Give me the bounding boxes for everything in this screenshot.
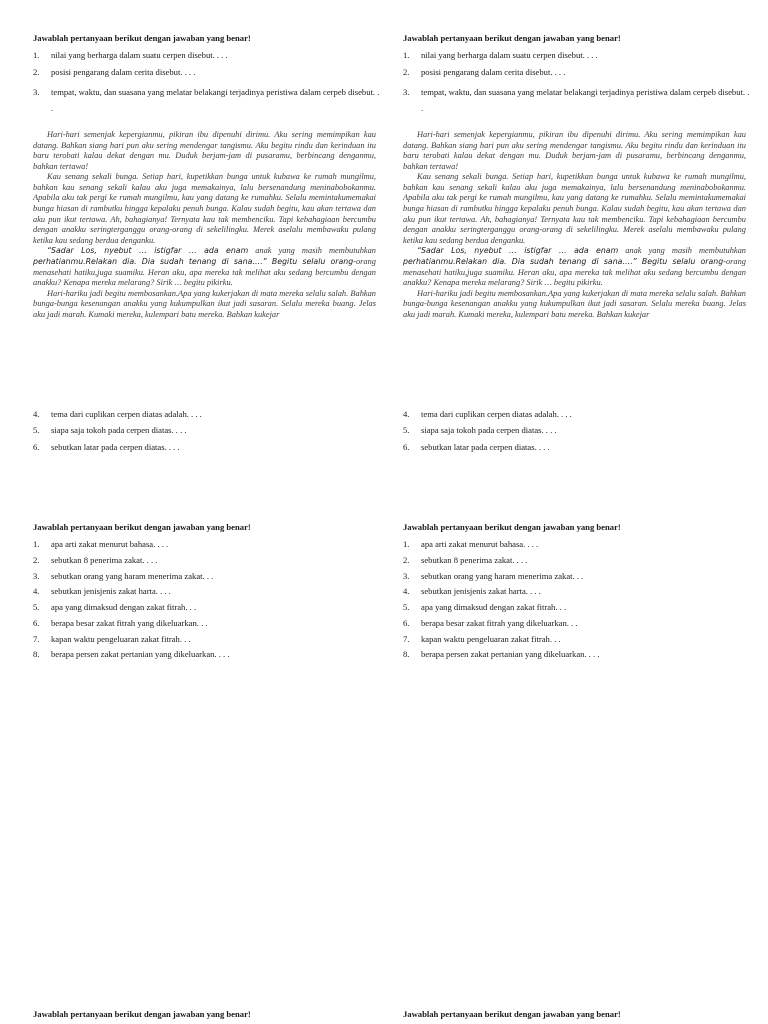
question-item: 1. apa arti zakat menurut bahasa. . . . bbox=[33, 538, 169, 549]
passage-paragraph: Kau senang sekali bunga. Setiap hari, kupetikkan bunga untuk kubawa ke rumah mungilmu, bahkan kau senang sekali kalau aku juga memakainya, lalu bersenandung meninabobokanmu. Apabila aku tak pergi ke rumah mungilmu, kau yang datang ke rumahku. Selalu memintakumemakai bunga hiasan di rambutku hingga kepalaku penuh bunga. Kalau sudah begitu, kau akan tertawa dan aku pun ikut tertawa. Ah, bahagianya! Ternyata kau tak membenciku. Tapi kebahagiaan bercumbu dengan anakku seringterganggu orang-orang di sekelilingku. Merek aselalu membawaku pulang ketika kau sedang berdua denganku. bbox=[33, 172, 376, 245]
question-item: 5. siapa saja tokoh pada cerpen diatas. . . . bbox=[403, 425, 557, 436]
question-item: 1. nilai yang berharga dalam suatu cerpen disebut. . . . bbox=[403, 49, 598, 60]
question-item: 3. tempat, waktu, dan suasana yang melatar belakangi terjadinya peristiwa dalam cerpeb disebut. . . bbox=[33, 86, 380, 114]
section-heading: Jawablah pertanyaan berikut dengan jawaban yang benar! bbox=[33, 33, 251, 43]
passage-quote: perhatianmu.Relakan dia. Dia sudah tenang di sana….” Begitu selalu orang- bbox=[33, 256, 356, 266]
question-list-cerpen bbox=[403, 50, 751, 117]
section-heading: Jawablah pertanyaan berikut dengan jawaban yang benar! bbox=[403, 33, 621, 43]
passage-paragraph: Kau senang sekali bunga. Setiap hari, kupetikkan bunga untuk kubawa ke rumah mungilmu, bahkan kau senang sekali kalau aku juga memakainya, lalu bersenandung meninabobokanmu. Apabila aku tak pergi ke rumah mungilmu, kau yang datang ke rumahku. Selalu memintakumemakai bunga hiasan di rambutku hingga kepalaku penuh bunga. Kalau sudah begitu, kau akan tertawa dan aku pun ikut tertawa. Ah, bahagianya! Ternyata kau tak membenciku. Tapi kebahagiaan bercumbu dengan anakku seringterganggu orang-orang di sekelilingku. Merek aselalu membawaku pulang ketika kau sedang berdua denganku. bbox=[403, 172, 746, 245]
question-item: 5. apa yang dimaksud dengan zakat fitrah. . . bbox=[403, 602, 567, 613]
question-item: 2. posisi pengarang dalam cerita disebut. . . . bbox=[403, 66, 566, 77]
passage-paragraph: Hari-hariku jadi begitu membosankan.Apa yang kukerjakan di mata mereka selalu salah. Bahkan bunga-bunga kesenangan anakku yang kukumpulkan ikut jadi sasaran. Selalu mereka buang. Jelas aku jadi marah. Kumaki mereka, kulempari batu mereka. Bahkan kukejar bbox=[403, 288, 746, 319]
section-heading: Jawablah pertanyaan berikut dengan jawaban yang benar! bbox=[403, 522, 621, 532]
question-item: 1. apa arti zakat menurut bahasa. . . . bbox=[403, 538, 539, 549]
story-passage bbox=[403, 130, 746, 320]
section-heading: Jawablah pertanyaan berikut dengan jawaban yang benar! bbox=[33, 522, 251, 532]
passage-paragraph: Hari-hari semenjak kepergianmu, pikiran ibu dipenuhi dirimu. Aku sering memimpikan kau datang. Bahkan siang hari pun aku sering mendengar tangismu. Aku begitu rindu dan kerinduan itu baru terobati kalau dekat dengan mu. Duduk berjam-jam di pusaramu, berbincang denganmu, bahkan tertawa! bbox=[33, 130, 376, 171]
passage-quote: “Sadar Los, nyebut … istigfar … ada enam bbox=[47, 246, 249, 256]
section-heading: Jawablah pertanyaan berikut dengan jawaban yang benar! bbox=[403, 1009, 621, 1019]
passage-quote: “Sadar Los, nyebut … istigfar … ada enam bbox=[417, 246, 619, 256]
question-item: 7. kapan waktu pengeluaran zakat fitrah. . . bbox=[33, 633, 191, 644]
question-item: 6. sebutkan latar pada cerpen diatas. . . . bbox=[33, 441, 180, 452]
question-list-zakat bbox=[403, 539, 751, 660]
question-item: 3. sebutkan orang yang haram menerima zakat. . . bbox=[33, 570, 214, 581]
passage-paragraph: “Sadar Los, nyebut … istigfar … ada enam anak yang masih membutuhkan perhatianmu.Relakan dia. Dia sudah tenang di sana….” Begitu selalu orang-orang menasehati hatiku,juga suamiku. Heran aku, apa mereka tak melihat aku sedang bercumbu dengan anakku? Kenapa mereka melarang? Sirik … begitu pikirku. bbox=[403, 246, 746, 288]
question-item: 2. sebutkan 8 penerima zakat. . . . bbox=[403, 554, 528, 565]
question-item: 6. berapa besar zakat fitrah yang dikeluarkan. . . bbox=[403, 617, 578, 628]
question-item: 1. nilai yang berharga dalam suatu cerpen disebut. . . . bbox=[33, 49, 228, 60]
question-item: 5. siapa saja tokoh pada cerpen diatas. . . . bbox=[33, 425, 187, 436]
question-item: 2. sebutkan 8 penerima zakat. . . . bbox=[33, 554, 158, 565]
question-list-cerpen bbox=[33, 50, 381, 117]
question-item: 3. tempat, waktu, dan suasana yang melatar belakangi terjadinya peristiwa dalam cerpeb disebut. . . bbox=[403, 86, 750, 114]
question-item: 4. tema dari cuplikan cerpen diatas adalah. . . . bbox=[403, 409, 572, 419]
passage-paragraph: Hari-hari semenjak kepergianmu, pikiran ibu dipenuhi dirimu. Aku sering memimpikan kau datang. Bahkan siang hari pun aku sering mendengar tangismu. Aku begitu rindu dan kerinduan itu baru terobati kalau dekat dengan mu. Duduk berjam-jam di pusaramu, berbincang denganmu, bahkan tertawa! bbox=[403, 130, 746, 171]
question-item: 3. sebutkan orang yang haram menerima zakat. . . bbox=[403, 570, 584, 581]
question-item: 8. berapa persen zakat pertanian yang dikeluarkan. . . . bbox=[403, 649, 600, 660]
question-item: 4. sebutkan jenisjenis zakat harta. . . . bbox=[33, 586, 171, 597]
story-passage bbox=[33, 130, 376, 320]
question-item: 4. tema dari cuplikan cerpen diatas adalah. . . . bbox=[33, 409, 202, 419]
question-item: 4. sebutkan jenisjenis zakat harta. . . . bbox=[403, 586, 541, 597]
question-list-cerpen-2 bbox=[33, 409, 381, 458]
question-item: 7. kapan waktu pengeluaran zakat fitrah. . . bbox=[403, 633, 561, 644]
passage-paragraph: Hari-hariku jadi begitu membosankan.Apa yang kukerjakan di mata mereka selalu salah. Bahkan bunga-bunga kesenangan anakku yang kukumpulkan ikut jadi sasaran. Selalu mereka buang. Jelas aku jadi marah. Kumaki mereka, kulempari batu mereka. Bahkan kukejar bbox=[33, 288, 376, 319]
passage-quote: perhatianmu.Relakan dia. Dia sudah tenang di sana….” Begitu selalu orang- bbox=[403, 256, 726, 266]
question-item: 2. posisi pengarang dalam cerita disebut. . . . bbox=[33, 66, 196, 77]
question-item: 8. berapa persen zakat pertanian yang dikeluarkan. . . . bbox=[33, 649, 230, 660]
question-list-cerpen-2 bbox=[403, 409, 751, 458]
question-item: 5. apa yang dimaksud dengan zakat fitrah. . . bbox=[33, 602, 197, 613]
question-item: 6. sebutkan latar pada cerpen diatas. . . . bbox=[403, 441, 550, 452]
passage-paragraph: “Sadar Los, nyebut … istigfar … ada enam anak yang masih membutuhkan perhatianmu.Relakan dia. Dia sudah tenang di sana….” Begitu selalu orang-orang menasehati hatiku,juga suamiku. Heran aku, apa mereka tak melihat aku sedang bercumbu dengan anakku? Kenapa mereka melarang? Sirik … begitu pikirku. bbox=[33, 246, 376, 288]
question-list-zakat bbox=[33, 539, 381, 660]
question-item: 6. berapa besar zakat fitrah yang dikeluarkan. . . bbox=[33, 617, 208, 628]
section-heading: Jawablah pertanyaan berikut dengan jawaban yang benar! bbox=[33, 1009, 251, 1019]
